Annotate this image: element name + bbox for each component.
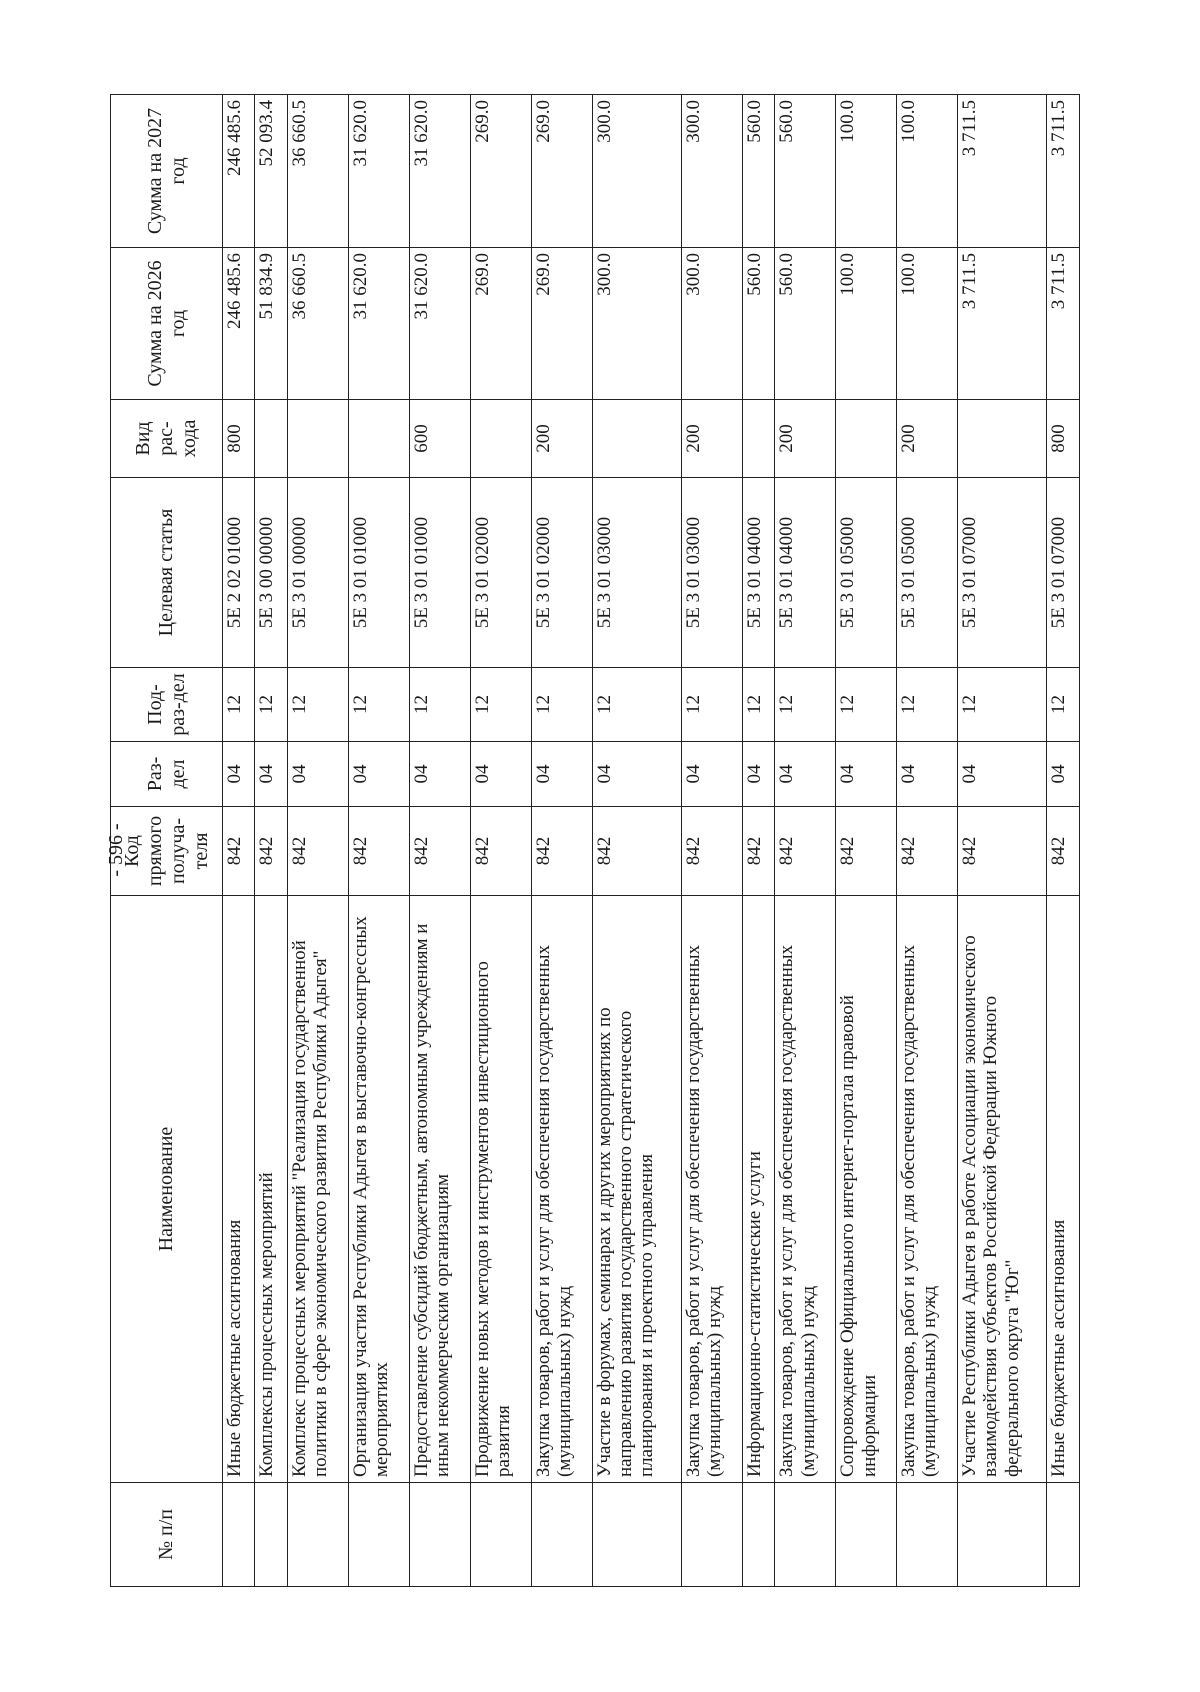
cell-expense: 200 [775,400,836,478]
cell-target: 5Е 3 01 03000 [592,478,681,668]
cell-name: Участие в форумах, семинарах и других мероприятиях по направлению развития государственного стратегического планирования и проектного управления [592,896,681,1483]
cell-target: 5Е 3 01 02000 [470,478,531,668]
cell-name: Организация участия Республики Адыгея в выставочно-конгрессных мероприятиях [348,896,409,1483]
cell-section: 04 [287,742,348,807]
header-section: Раз-дел [111,742,223,807]
cell-no [255,1483,287,1587]
cell-sum-2026: 560.0 [742,248,774,400]
cell-no [742,1483,774,1587]
cell-code: 842 [223,807,255,896]
cell-sum-2026: 51 834.9 [255,248,287,400]
cell-expense: 600 [409,400,470,478]
cell-expense [348,400,409,478]
cell-target: 5Е 3 01 07000 [1047,478,1080,668]
cell-section: 04 [836,742,897,807]
cell-no [681,1483,742,1587]
cell-expense [836,400,897,478]
cell-section: 04 [255,742,287,807]
cell-sum-2026: 31 620.0 [409,248,470,400]
cell-no [223,1483,255,1587]
table-row [681,95,742,1587]
cell-sum-2026: 100.0 [836,248,897,400]
cell-target: 5Е 3 01 05000 [897,478,958,668]
cell-subsection: 12 [531,668,592,742]
page-number: - 596 - [105,823,127,877]
cell-expense: 800 [1047,400,1080,478]
cell-section: 04 [592,742,681,807]
cell-target: 5Е 3 01 05000 [836,478,897,668]
cell-sum-2026: 246 485.6 [223,248,255,400]
cell-code: 842 [836,807,897,896]
cell-no [592,1483,681,1587]
cell-name: Закупка товаров, работ и услуг для обеспечения государственных (муниципальных) нужд [531,896,592,1483]
cell-subsection: 12 [775,668,836,742]
cell-expense [255,400,287,478]
table-row [958,95,1047,1587]
cell-subsection: 12 [592,668,681,742]
cell-code: 842 [287,807,348,896]
cell-sum-2027: 269.0 [531,95,592,248]
budget-table-rotated [110,95,1080,1587]
cell-sum-2027: 100.0 [836,95,897,248]
cell-section: 04 [1047,742,1080,807]
cell-sum-2026: 300.0 [592,248,681,400]
cell-expense: 200 [531,400,592,478]
cell-subsection: 12 [223,668,255,742]
cell-code: 842 [470,807,531,896]
cell-target: 5Е 3 01 03000 [681,478,742,668]
cell-subsection: 12 [287,668,348,742]
cell-subsection: 12 [348,668,409,742]
table-row [348,95,409,1587]
cell-code: 842 [958,807,1047,896]
cell-no [897,1483,958,1587]
cell-sum-2027: 560.0 [775,95,836,248]
cell-target: 5Е 3 01 01000 [409,478,470,668]
cell-code: 842 [1047,807,1080,896]
cell-expense: 200 [897,400,958,478]
cell-name: Закупка товаров, работ и услуг для обеспечения государственных (муниципальных) нужд [775,896,836,1483]
cell-section: 04 [742,742,774,807]
cell-target: 5Е 3 01 00000 [287,478,348,668]
table-header-row [111,95,223,1587]
cell-section: 04 [223,742,255,807]
cell-section: 04 [958,742,1047,807]
cell-expense [470,400,531,478]
header-subsection: Под-раз-дел [111,668,223,742]
table-row [742,95,774,1587]
cell-target: 5Е 3 01 04000 [775,478,836,668]
cell-section: 04 [897,742,958,807]
table-row [223,95,255,1587]
table-row [897,95,958,1587]
table-row [255,95,287,1587]
cell-code: 842 [681,807,742,896]
cell-target: 5Е 2 02 01000 [223,478,255,668]
cell-expense [592,400,681,478]
header-expense: Вид рас-хода [111,400,223,478]
cell-sum-2026: 300.0 [681,248,742,400]
header-name: Наименование [111,896,223,1483]
header-target: Целевая статья [111,478,223,668]
cell-subsection: 12 [1047,668,1080,742]
cell-no [836,1483,897,1587]
cell-sum-2026: 36 660.5 [287,248,348,400]
cell-section: 04 [409,742,470,807]
cell-no [531,1483,592,1587]
cell-sum-2027: 269.0 [470,95,531,248]
cell-sum-2026: 560.0 [775,248,836,400]
cell-sum-2027: 3 711.5 [1047,95,1080,248]
cell-sum-2027: 3 711.5 [958,95,1047,248]
cell-no [958,1483,1047,1587]
cell-target: 5Е 3 01 04000 [742,478,774,668]
cell-name: Информационно-статистические услуги [742,896,774,1483]
cell-code: 842 [775,807,836,896]
cell-expense: 200 [681,400,742,478]
table-row [1047,95,1080,1587]
cell-expense [958,400,1047,478]
cell-sum-2026: 100.0 [897,248,958,400]
table-row [836,95,897,1587]
cell-name: Закупка товаров, работ и услуг для обеспечения государственных (муниципальных) нужд [897,896,958,1483]
cell-sum-2026: 3 711.5 [958,248,1047,400]
cell-section: 04 [775,742,836,807]
cell-name: Комплексы процессных мероприятий [255,896,287,1483]
table-row [775,95,836,1587]
cell-sum-2027: 31 620.0 [348,95,409,248]
header-code: Код прямого получа-теля [111,807,223,896]
cell-name: Иные бюджетные ассигнования [223,896,255,1483]
cell-sum-2027: 52 093.4 [255,95,287,248]
cell-subsection: 12 [470,668,531,742]
cell-target: 5Е 3 01 01000 [348,478,409,668]
cell-subsection: 12 [958,668,1047,742]
cell-sum-2027: 300.0 [681,95,742,248]
cell-sum-2027: 100.0 [897,95,958,248]
cell-no [287,1483,348,1587]
cell-target: 5Е 3 00 00000 [255,478,287,668]
cell-code: 842 [897,807,958,896]
cell-sum-2027: 560.0 [742,95,774,248]
cell-name: Предоставление субсидий бюджетным, автономным учреждениям и иным некоммерческим организациям [409,896,470,1483]
cell-expense [742,400,774,478]
table-row [592,95,681,1587]
cell-subsection: 12 [681,668,742,742]
cell-subsection: 12 [836,668,897,742]
cell-name: Иные бюджетные ассигнования [1047,896,1080,1483]
cell-name: Участие Республики Адыгея в работе Ассоциации экономического взаимодействия субъектов Российской Федерации Южного федерального округа "Юг" [958,896,1047,1483]
header-sum-2027: Сумма на 2027 год [111,95,223,248]
cell-target: 5Е 3 01 07000 [958,478,1047,668]
cell-section: 04 [470,742,531,807]
cell-sum-2026: 3 711.5 [1047,248,1080,400]
cell-name: Продвижение новых методов и инструментов инвестиционного развития [470,896,531,1483]
cell-no [470,1483,531,1587]
cell-expense [287,400,348,478]
cell-code: 842 [255,807,287,896]
cell-code: 842 [742,807,774,896]
cell-sum-2026: 31 620.0 [348,248,409,400]
cell-no [1047,1483,1080,1587]
cell-expense: 800 [223,400,255,478]
cell-no [775,1483,836,1587]
cell-sum-2027: 36 660.5 [287,95,348,248]
cell-sum-2027: 246 485.6 [223,95,255,248]
cell-subsection: 12 [742,668,774,742]
cell-code: 842 [531,807,592,896]
table-row [531,95,592,1587]
cell-subsection: 12 [255,668,287,742]
table-row [470,95,531,1587]
cell-sum-2027: 31 620.0 [409,95,470,248]
cell-name: Комплекс процессных мероприятий "Реализация государственной политики в сфере экономического развития Республики Адыгея" [287,896,348,1483]
cell-section: 04 [531,742,592,807]
cell-sum-2026: 269.0 [531,248,592,400]
cell-sum-2026: 269.0 [470,248,531,400]
cell-target: 5Е 3 01 02000 [531,478,592,668]
cell-code: 842 [592,807,681,896]
cell-section: 04 [348,742,409,807]
cell-sum-2027: 300.0 [592,95,681,248]
cell-no [348,1483,409,1587]
table-row [287,95,348,1587]
cell-section: 04 [681,742,742,807]
cell-code: 842 [409,807,470,896]
header-sum-2026: Сумма на 2026 год [111,248,223,400]
cell-no [409,1483,470,1587]
budget-table [110,94,1080,1587]
table-row [409,95,470,1587]
header-no: № п/п [111,1483,223,1587]
cell-code: 842 [348,807,409,896]
cell-subsection: 12 [897,668,958,742]
cell-name: Сопровождение Официального интернет-портала правовой информации [836,896,897,1483]
cell-name: Закупка товаров, работ и услуг для обеспечения государственных (муниципальных) нужд [681,896,742,1483]
cell-subsection: 12 [409,668,470,742]
